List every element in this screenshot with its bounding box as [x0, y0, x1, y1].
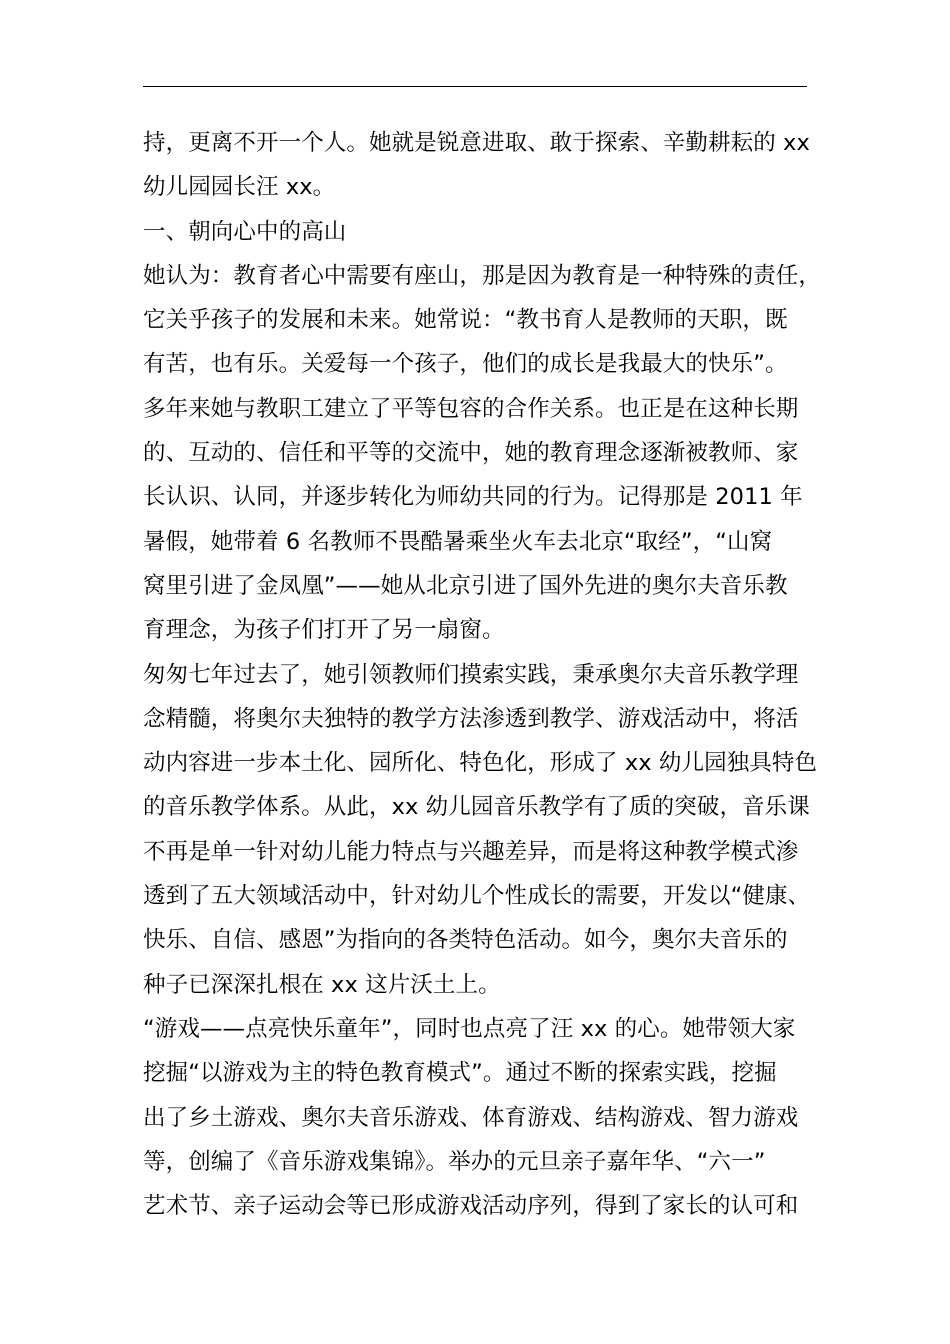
text-line: 它关乎孩子的发展和未来。她常说：“教书育人是教师的天职，既: [143, 307, 788, 334]
text-line: 挖掘“以游戏为主的特色教育模式”。通过不断的探索实践，挖掘: [143, 1060, 777, 1087]
section-heading: 一、朝向心中的高山: [143, 218, 347, 245]
text-line: 种子已深深扎根在 xx 这片沃土上。: [143, 971, 501, 998]
text-line: 匆匆七年过去了，她引领教师们摸索实践，秉承奥尔夫音乐教学理: [143, 661, 799, 688]
text-line: 幼儿园园长汪 xx。: [143, 174, 336, 201]
text-line: “游戏——点亮快乐童年”，同时也点亮了汪 xx 的心。她带领大家: [143, 1015, 796, 1042]
text-line: 她认为：教育者心中需要有座山，那是因为教育是一种特殊的责任，: [143, 262, 822, 289]
text-line: 透到了五大领域活动中，针对幼儿个性成长的需要，开发以“健康、: [143, 883, 811, 910]
text-line: 多年来她与教职工建立了平等包容的合作关系。也正是在这种长期: [143, 395, 799, 422]
text-line: 暑假，她带着 6 名教师不畏酷暑乘坐火车去北京“取经”，“山窝: [143, 528, 773, 555]
body-text: [143, 121, 823, 1228]
text-line: 的、互动的、信任和平等的交流中，她的教育理念逐渐被教师、家: [143, 440, 799, 467]
text-line: 不再是单一针对幼儿能力特点与兴趣差异，而是将这种教学模式渗: [143, 838, 799, 865]
text-line: 念精髓，将奥尔夫独特的教学方法渗透到教学、游戏活动中，将活: [143, 705, 799, 732]
header-rule: [143, 86, 807, 87]
text-line: 育理念，为孩子们打开了另一扇窗。: [143, 617, 505, 644]
text-line: 持，更离不开一个人。她就是锐意进取、敢于探索、辛勤耕耘的 xx: [143, 130, 810, 156]
text-line: 动内容进一步本土化、园所化、特色化，形成了 xx 幼儿园独具特色: [143, 750, 818, 777]
text-line: 艺术节、亲子运动会等已形成游戏活动序列，得到了家长的认可和: [143, 1193, 799, 1220]
text-line: 长认识、认同，并逐步转化为师幼共同的行为。记得那是 2011 年: [143, 484, 803, 511]
text-line: 有苦，也有乐。关爱每一个孩子，他们的成长是我最大的快乐”。: [143, 351, 788, 378]
text-line: 窝里引进了金凤凰”——她从北京引进了国外先进的奥尔夫音乐教: [143, 572, 788, 599]
text-line: 等，创编了《音乐游戏集锦》。举办的元旦亲子嘉年华、“六一”: [143, 1148, 766, 1175]
text-line: 出了乡土游戏、奥尔夫音乐游戏、体育游戏、结构游戏、智力游戏: [143, 1104, 799, 1131]
text-line: 的音乐教学体系。从此，xx 幼儿园音乐教学有了质的突破，音乐课: [143, 794, 810, 821]
text-line: 快乐、自信、感恩”为指向的各类特色活动。如今，奥尔夫音乐的: [143, 927, 788, 954]
